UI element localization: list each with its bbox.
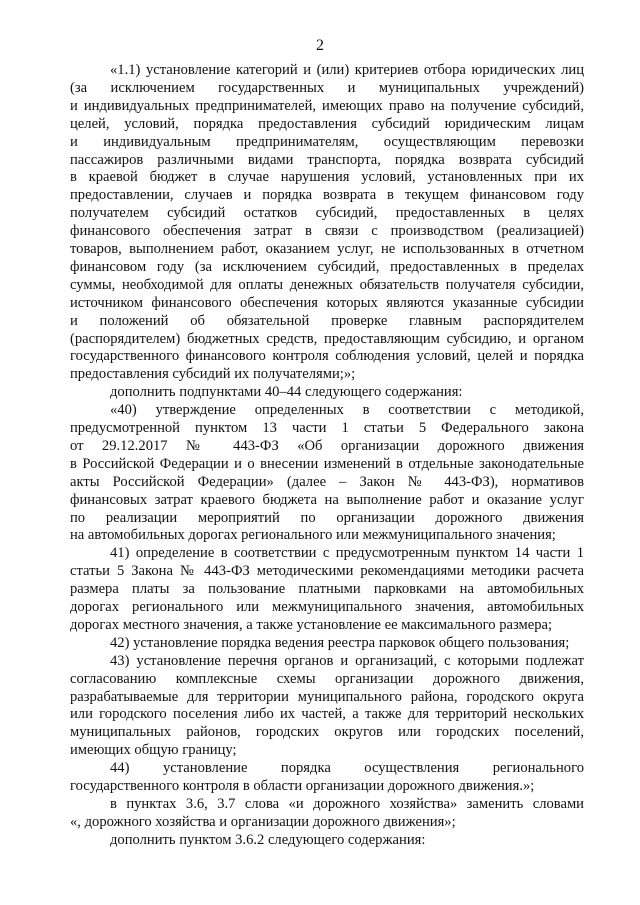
text-line: дорогах местного значения, а также установление ее максимального размера;	[70, 616, 553, 633]
page-number: 2	[316, 37, 324, 54]
text-line: целей, условий, порядка предоставления субсидий юридическим лицам	[70, 115, 584, 132]
text-line: (за исключением государственных и муниципальных учреждений)	[70, 79, 584, 96]
text-line: и положений об обязательной проверке главным распорядителем	[70, 312, 584, 329]
text-line: предусмотренной пунктом 13 части 1 статьи 5 Федерального закона	[70, 420, 584, 436]
text-line: «, дорожного хозяйства и организации дорожного движения»;	[70, 813, 456, 830]
text-line: акты Российской Федерации» (далее – Закон № 443-ФЗ), нормативов	[70, 473, 584, 490]
text-line: статьи 5 Закона № 443-ФЗ методическими рекомендациями методики расчета	[70, 563, 584, 580]
text-line: финансовых затрат краевого бюджета на выполнение работ и оказание услуг	[70, 491, 584, 508]
text-line: размера платы за пользование платными парковками на автомобильных	[70, 581, 584, 598]
text-line: по реализации мероприятий по организации дорожного движения	[70, 509, 584, 526]
text-line: финансового обеспечения затрат в связи с производством (реализацией)	[70, 223, 584, 240]
text-line: государственного контроля в области организации дорожного движения.»;	[70, 778, 535, 794]
text-line: товаров, выполнением работ, оказанием услуг, не использованных в отчетном	[70, 241, 584, 257]
text-line: предоставления субсидий их получателями;»;	[70, 366, 356, 383]
text-line: суммы, необходимой для оплаты денежных обязательств получателя субсидии,	[70, 276, 584, 293]
text-line: «1.1) установление категорий и (или) критериев отбора юридических лиц	[110, 62, 584, 78]
text-line: (распорядителем) бюджетных средств, предоставляющим субсидию, и органом	[70, 330, 584, 347]
text-line: дополнить подпунктами 40–44 следующего содержания:	[110, 384, 463, 401]
text-line: «40) утверждение определенных в соответствии с методикой,	[110, 402, 584, 419]
text-line: согласованию комплексные схемы организации дорожного движения,	[70, 670, 584, 687]
text-line: разрабатываемые для территории муниципального района, городского округа	[70, 688, 584, 705]
text-line: источником финансового обеспечения которых являются указанные субсидии	[70, 294, 584, 311]
text-line: на автомобильных дорогах регионального или межмуниципального значения;	[70, 527, 556, 544]
text-line: или городского поселения либо их частей, а также для территорий нескольких	[70, 706, 584, 723]
text-line: 43) установление перечня органов и организаций, с которыми подлежат	[110, 652, 584, 669]
text-line: 42) установление порядка ведения реестра парковок общего пользования;	[110, 634, 570, 651]
text-line: 41) определение в соответствии с предусмотренным пунктом 14 части 1	[110, 545, 584, 562]
text-line: и индивидуальных предпринимателей, имеющих право на получение субсидий,	[70, 97, 584, 114]
text-line: в пунктах 3.6, 3.7 слова «и дорожного хозяйства» заменить словами	[110, 795, 584, 812]
text-line: предоставлении, случаев и порядка возврата в текущем финансовом году	[70, 187, 584, 204]
text-line: финансовом году (за исключением субсидий, предоставленных в пределах	[70, 258, 584, 275]
text-line: дорогах регионального или межмуниципального значения, автомобильных	[70, 599, 584, 615]
text-line: государственного финансового контроля соблюдения условий, целей и порядка	[70, 348, 584, 365]
text-line: муниципальных районов, городских округов или городских поселений,	[70, 724, 584, 741]
text-line: в Российской Федерации и о внесении изменений в отдельные законодательные	[70, 455, 584, 472]
text-line: в краевой бюджет в случае нарушения условий, установленных при их	[70, 169, 584, 186]
text-line: 44) установление порядка осуществления регионального	[110, 760, 584, 777]
text-line: имеющих общую границу;	[70, 742, 237, 759]
text-line: дополнить пунктом 3.6.2 следующего содержания:	[110, 831, 426, 848]
text-line: и индивидуальным предпринимателям, осуществляющим перевозки	[70, 133, 584, 150]
text-line: пассажиров различными видами транспорта, порядка возврата субсидий	[70, 151, 584, 168]
text-line: получателем субсидий остатков субсидий, предоставленных в целях	[70, 205, 584, 222]
text-line: от 29.12.2017 № 443-ФЗ «Об организации дорожного движения	[70, 437, 584, 454]
